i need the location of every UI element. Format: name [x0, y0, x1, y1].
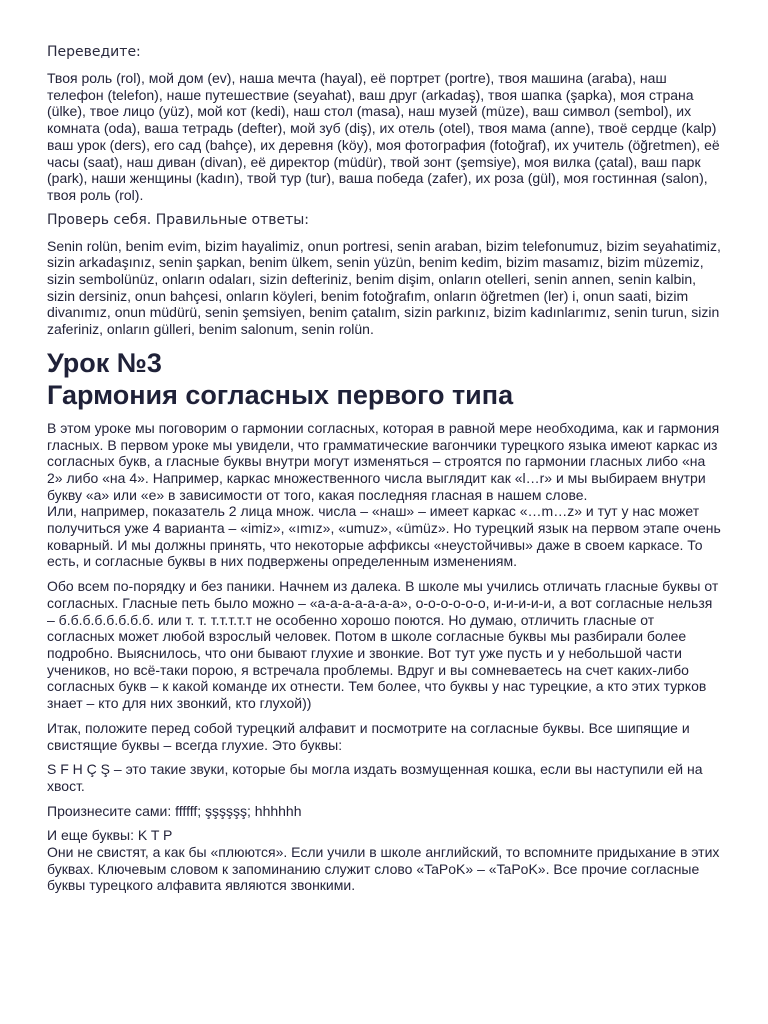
lesson-paragraph-alphabet: Итак, положите перед собой турецкий алфавит и посмотрите на согласные буквы. Все шипящие и свистящие буквы – всегда глухие. Это буквы:	[47, 719, 690, 753]
lesson-paragraph-ktp-explanation: Они не свистят, а как бы «плюются». Если учили в школе английский, то вспомните придыхание в этих буквах. Ключевым словом к запоминанию служит слово «TaPoK» – «TaPoK». Все прочие согласные буквы турецкого алфавита являются звонкими.	[47, 844, 720, 894]
lesson-paragraph-hissing-letters: S F H Ç Ş – это такие звуки, которые бы могла издать возмущенная кошка, если вы наступили ей на хвост.	[47, 761, 703, 794]
lesson-paragraph-ktp-letters: И еще буквы: K T P	[47, 827, 173, 844]
lesson-paragraph-intro-continued: Или, например, показатель 2 лица множ. числа – «наш» – имеет каркас «…m…z» и тут у нас может получиться уже 4 варианта – «imiz», «ımız», «umuz», «ümüz». Но турецкий язык на первом этапе очень коварный. И мы должны принять, что некоторые аффиксы «неустойчивы» даже в своем каркасе. То есть, и согласные буквы в них подвержены определенным изменениям.	[47, 503, 721, 570]
lesson-paragraph-intro: В этом уроке мы поговорим о гармонии согласных, которая в равной мере необходима, как и гармония гласных. В первом уроке мы увидели, что грамматические вагончики турецкого языка имеют каркас из согласных букв, а гласные буквы внутри могут изменяться – строятся по гармонии гласных либо «на 2» либо «на 4». Например, каркас множественного числа выглядит как «l…r» и мы выбираем внутри букву «a» или «e» в зависимости от того, какая последняя гласная в нашем слове.	[47, 419, 720, 503]
lesson-title-topic: Гармония согласных первого типа	[47, 380, 514, 411]
exercise-text: Твоя роль (rol), мой дом (ev), наша мечта (hayal), её портрет (portre), твоя машина (araba), наш телефон (telefon), наше путешествие (seyahat), ваш друг (arkadaş), твоя шапка (şapka), моя страна (ülke), твое лицо (yüz), мой кот (kedi), наш стол (masa), наш музей (müze), ваш символ (sembol), их комната (oda), ваша тетрадь (defter), мой зуб (diş), их отель (otel), твоя мама (anne), твоё сердце (kalp) ваш урок (ders), его сад (bahçe), их деревня (köy), моя фотография (fotoğraf), их учитель (öğretmen), её часы (saat), наш диван (divan), её директор (müdür), твой зонт (şemsiye), моя вилка (çatal), ваш парк (park), наши женщины (kadın), твой тур (tur), ваша победа (zafer), их роза (gül), моя гостинная (salon), твоя роль (rol).	[47, 70, 720, 203]
exercise-label: Переведите:	[47, 44, 141, 60]
lesson-title	[47, 347, 722, 412]
answers-label: Проверь себя. Правильные ответы:	[47, 211, 310, 228]
answers-text: Senin rolün, benim evim, bizim hayalimiz, onun portresi, senin araban, bizim telefonumuz, bizim seyahatimiz, sizin arkadaşınız, senin şapkan, benim ülkem, senin yüzün, benim kedim, bizim masamız, bizim müzemiz, sizin sembolünüz, onların odaları, sizin defteriniz, benim dişim, onların otelleri, senin annen, senin kalbin, sizin dersiniz, onun bahçesi, onların köyleri, benim fotoğrafım, onların öğretmen (ler) i, onun saati, bizim divanımız, onun müdürü, senin şemsiyen, benim çatalım, sizin parkınız, bizim kadınlarımız, senin turun, sizin zaferiniz, onların gülleri, benim salonum, senin rolün.	[47, 237, 721, 338]
lesson-paragraph-pronounce: Произнесите сами: ffffff; şşşşşş; hhhhhh	[47, 802, 302, 819]
lesson-paragraph-consonants: Обо всем по-порядку и без паники. Начнем из далека. В школе мы учились отличать гласные буквы от согласных. Гласные петь было можно – «а-а-а-а-а-а-а», о-о-о-о-о-о, и-и-и-и-и, а вот согласные нельзя – б.б.б.б.б.б.б.б. или т. т. т.т.т.т.т не особенно хорошо поются. Но думаю, отличить гласные от согласных может любой взрослый человек. Потом в школе согласные буквы мы разбирали более подробно. Выяснилось, что они бывают глухие и звонкие. Вот тут уже пусть и у небольшой части учеников, но всё-таки порою, я встречала проблемы. Вдруг и вы сомневаетесь на счет каких-либо согласных букв – к какой команде их отнести. Тем более, что буквы у нас турецкие, а кто этих турков знает – кто для них звонкий, кто глухой))	[47, 578, 719, 712]
lesson-title-number: Урок №3	[47, 347, 162, 378]
